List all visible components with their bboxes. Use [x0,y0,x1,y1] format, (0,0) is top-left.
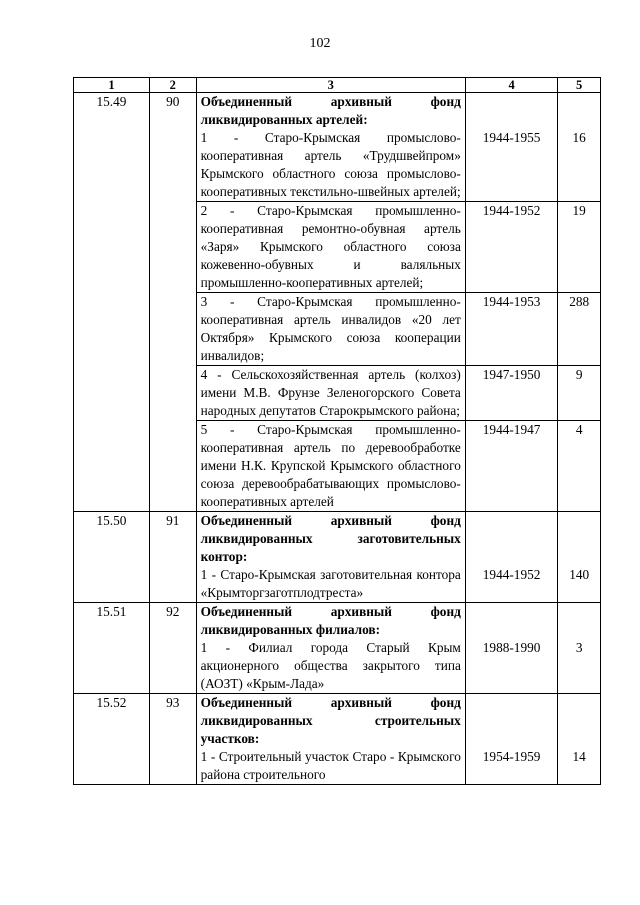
item-years: 1944-1953 [465,293,558,366]
item-years-cell [465,694,558,785]
fond-title: Объединенный архивный фонд ликвидированных филиалов: [200,604,461,637]
column-header-5: 5 [558,78,601,93]
fond-number: 92 [149,603,196,694]
column-number-row [74,78,601,93]
item-years-cell [465,603,558,694]
item-years: 1954-1959 [482,749,541,764]
item-count: 19 [558,202,601,293]
column-header-2: 2 [149,78,196,93]
item-count: 16 [572,130,586,145]
page-number: 102 [309,36,331,51]
item-years: 1944-1952 [465,202,558,293]
item-text: 5 - Старо-Крымская промышленно-кооперативная артель по деревообработке имени Н.К. Крупской Крымского областного союза деревообрабатывающих промыслово-кооперативных артелей [196,421,465,512]
fond-title: Объединенный архивный фонд ликвидированных строительных участков: [200,695,461,746]
section-number: 15.49 [74,93,150,512]
section-number: 15.50 [74,512,150,603]
section-number: 15.52 [74,694,150,785]
item-years: 1947-1950 [465,366,558,421]
item-count-cell [558,93,601,202]
item-years: 1944-1955 [482,130,541,145]
fond-number: 90 [149,93,196,512]
table-row [74,694,601,785]
item-count: 9 [558,366,601,421]
item-count: 14 [572,749,586,764]
column-header-1: 1 [74,78,150,93]
fond-number: 91 [149,512,196,603]
column-header-3: 3 [196,78,465,93]
fond-entry [196,603,465,694]
table-row [74,512,601,603]
item-text: 3 - Старо-Крымская промышленно-кооперативная артель инвалидов «20 лет Октября» Крымского союза кооперации инвалидов; [196,293,465,366]
item-text: 1 - Старо-Крымская заготовительная контора «Крымторгзаготплодтреста» [200,567,461,600]
fond-entry [196,694,465,785]
item-text: 4 - Сельскохозяйственная артель (колхоз) имени М.В. Фрунзе Зеленогорского Совета народных депутатов Старокрымского района; [196,366,465,421]
section-number: 15.51 [74,603,150,694]
item-count-cell [558,512,601,603]
item-count: 3 [575,640,583,655]
item-text: 1 - Старо-Крымская промыслово-кооперативная артель «Трудшвейпром» Крымского областного союза промыслово-кооперативных текстильно-швейных артелей; [200,130,461,199]
item-count: 4 [558,421,601,512]
item-years: 1944-1947 [465,421,558,512]
item-text: 2 - Старо-Крымская промышленно-кооперативная ремонтно-обувная артель «Заря» Крымского областного союза кожевенно-обувных и валяльных промышленно-кооперативных артелей; [196,202,465,293]
item-years: 1944-1952 [482,567,541,582]
item-count-cell [558,603,601,694]
item-text: 1 - Строительный участок Старо - Крымского района строительного [200,749,461,782]
fond-number: 93 [149,694,196,785]
item-years: 1988-1990 [482,640,541,655]
fond-entry [196,512,465,603]
table-row [74,93,601,202]
fond-registry-table [73,77,601,785]
fond-entry [196,93,465,202]
item-count-cell [558,694,601,785]
item-years-cell [465,512,558,603]
item-years-cell [465,93,558,202]
item-count: 288 [558,293,601,366]
table-row [74,603,601,694]
fond-title: Объединенный архивный фонд ликвидированных заготовительных контор: [200,513,461,564]
column-header-4: 4 [465,78,558,93]
item-text: 1 - Филиал города Старый Крым акционерного общества закрытого типа (АОЗТ) «Крым-Лада» [200,640,461,691]
item-count: 140 [569,567,590,582]
fond-title: Объединенный архивный фонд ликвидированных артелей: [200,94,461,127]
